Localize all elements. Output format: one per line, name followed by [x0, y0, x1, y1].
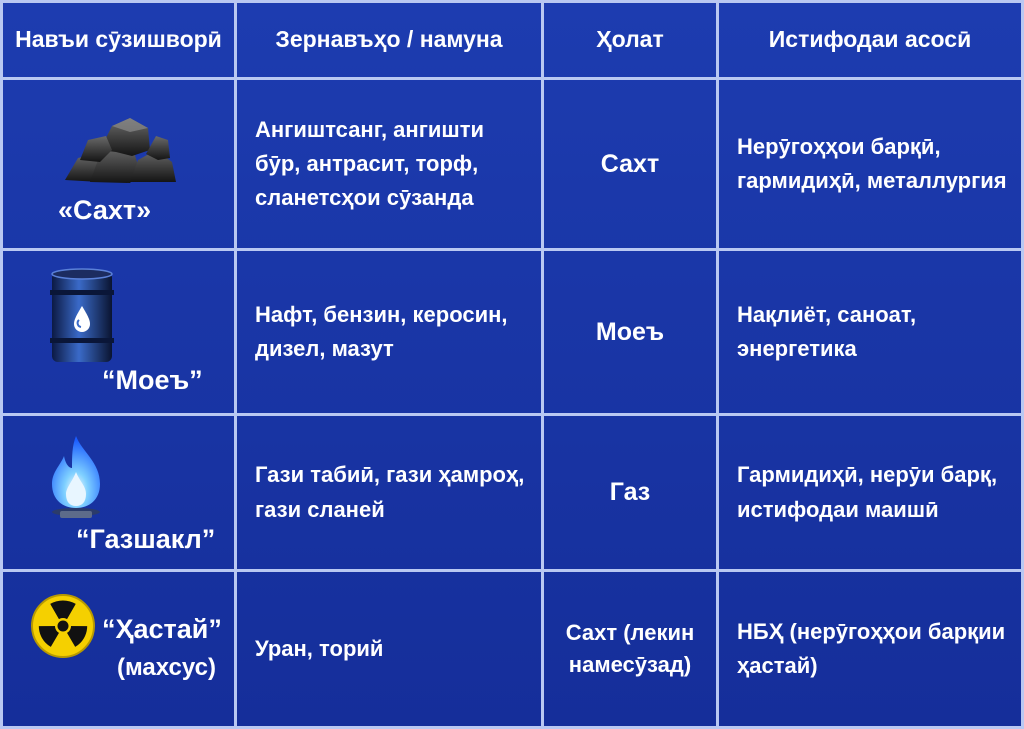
gas-flame-icon — [42, 432, 110, 522]
subtypes-cell: Гази табиӣ, гази ҳамроҳ, гази сланей — [255, 462, 525, 522]
fuel-type-label: “Газшакл” — [76, 524, 216, 554]
header-state: Ҳолат — [596, 26, 664, 53]
usage-cell: НБҲ (нерӯгоҳҳои барқии ҳастай) — [737, 618, 1006, 678]
header-usage: Истифодаи асосӣ — [768, 26, 972, 53]
fuel-type-note: (махсус) — [117, 654, 216, 681]
subtypes-cell: Ангиштсанг, ангишти бӯр, антрасит, торф, сланетсҳои сӯзанда — [255, 116, 485, 211]
oil-barrel-icon — [46, 268, 118, 366]
state-cell: Сахт — [600, 149, 660, 178]
state-cell: Моеъ — [595, 317, 665, 346]
fuel-type-label: “Моеъ” — [102, 365, 203, 395]
subtypes-cell: Уран, торий — [255, 635, 384, 661]
usage-cell: Нерӯгоҳҳои барқӣ, гармидиҳӣ, металлургия — [737, 133, 1007, 193]
state-cell: Сахт (лекин намесӯзад) — [565, 620, 695, 677]
fuel-type-label: «Сахт» — [58, 195, 152, 225]
coal-icon — [60, 110, 180, 185]
header-fuel-type: Навъи сӯзишворӣ — [15, 26, 222, 53]
subtypes-cell: Нафт, бензин, керосин, дизел, мазут — [255, 301, 508, 361]
radiation-icon — [30, 593, 96, 659]
fuel-type-label: “Ҳастай” — [102, 614, 222, 644]
usage-cell: Нақлиёт, саноат, энергетика — [737, 301, 917, 361]
header-subtypes: Зернавъҳо / намуна — [275, 26, 503, 53]
state-cell: Газ — [609, 478, 651, 507]
grid-line — [0, 0, 3, 729]
usage-cell: Гармидиҳӣ, нерӯи барқ, истифодаи маишӣ — [737, 462, 998, 522]
